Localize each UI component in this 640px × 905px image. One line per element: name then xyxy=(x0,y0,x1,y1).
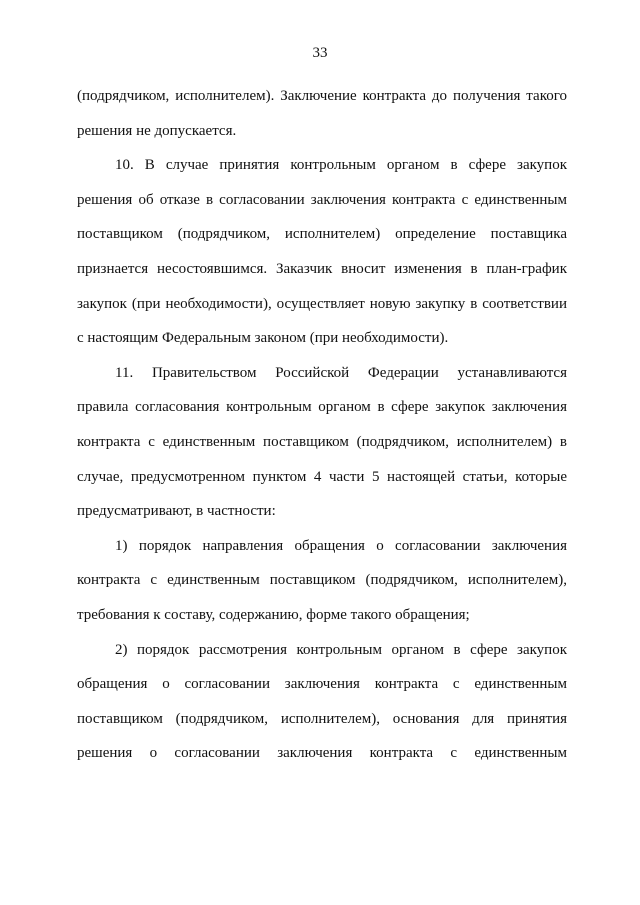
paragraph-item-11 xyxy=(77,356,567,529)
text-line: 1) порядок направления обращения о согласовании заключения xyxy=(115,537,567,554)
text-line: контракта с единственным поставщиком (подрядчиком, исполнителем), xyxy=(77,572,567,589)
text-line: признается несостоявшимся. Заказчик вносит изменения в план-график xyxy=(77,260,567,277)
text-line: поставщиком (подрядчиком, исполнителем), основания для принятия xyxy=(77,710,567,727)
paragraph-item-10 xyxy=(77,148,567,356)
text-line: 11. Правительством Российской Федерации устанавливаются xyxy=(115,364,567,381)
text-line: случае, предусмотренном пунктом 4 части 5 настоящей статьи, которые xyxy=(77,468,567,485)
text-line: решения о согласовании заключения контракта с единственным xyxy=(77,745,567,762)
page-number: 33 xyxy=(312,45,328,61)
text-line: решения не допускается. xyxy=(77,122,237,139)
text-line: требования к составу, содержанию, форме такого обращения; xyxy=(77,606,470,623)
paragraph-subitem-1 xyxy=(77,529,567,633)
text-line: поставщиком (подрядчиком, исполнителем) определение поставщика xyxy=(77,226,567,243)
text-line: 10. В случае принятия контрольным органом в сфере закупок xyxy=(115,157,567,174)
paragraph-subitem-2 xyxy=(77,633,567,771)
text-line: с настоящим Федеральным законом (при необходимости). xyxy=(77,330,449,347)
text-line: 2) порядок рассмотрения контрольным органом в сфере закупок xyxy=(115,641,567,658)
text-line: контракта с единственным поставщиком (подрядчиком, исполнителем) в xyxy=(77,433,567,450)
text-line: закупок (при необходимости), осуществляет новую закупку в соответствии xyxy=(77,295,567,312)
text-line: правила согласования контрольным органом в сфере закупок заключения xyxy=(77,399,567,416)
document-body xyxy=(77,79,567,771)
text-line: обращения о согласовании заключения контракта с единственным xyxy=(77,676,567,693)
text-line: (подрядчиком, исполнителем). Заключение контракта до получения такого xyxy=(77,88,567,104)
text-line: решения об отказе в согласовании заключения контракта с единственным xyxy=(77,191,567,208)
text-line: предусматривают, в частности: xyxy=(77,503,276,520)
paragraph-continuation xyxy=(77,79,567,148)
